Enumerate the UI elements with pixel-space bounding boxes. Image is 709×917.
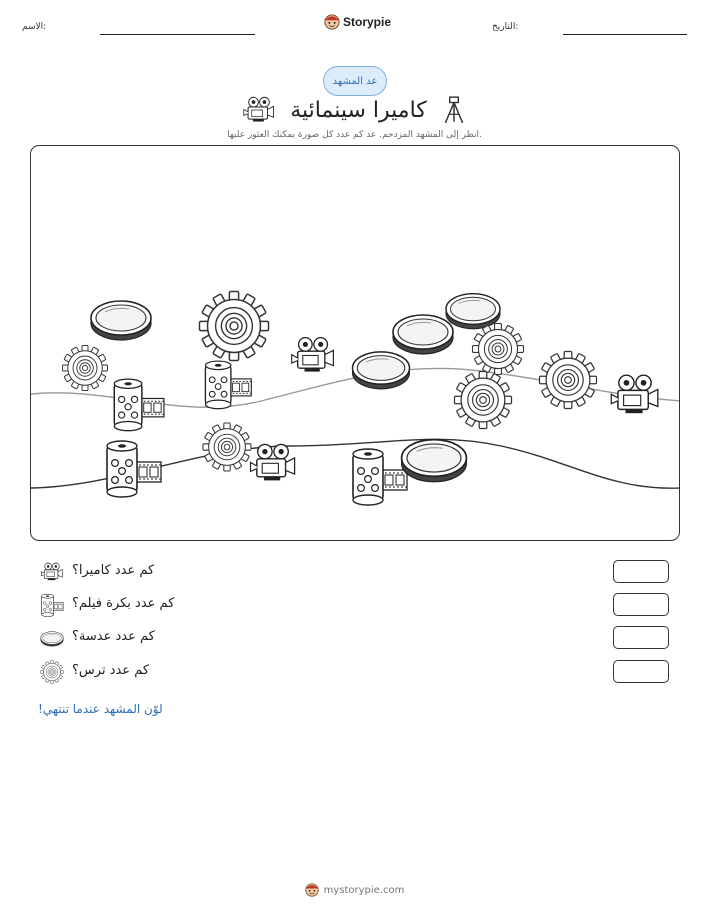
gear-icon: [455, 372, 512, 429]
gear-icon: [63, 346, 108, 391]
film-reel-icon: [114, 379, 164, 431]
lens-icon: [402, 440, 467, 482]
instructions: انظر إلى المشهد المزدحم. عد كم عدد كل صورة يمكنك العثور عليها.: [227, 130, 482, 140]
brand-logo: [324, 12, 391, 32]
storypie-logo-icon: [324, 13, 340, 31]
camera-icon: [292, 338, 334, 372]
gear-icon: [540, 352, 597, 409]
date-line: [563, 34, 687, 35]
question-text: كم عدد عدسة؟: [72, 629, 155, 644]
question-row: [30, 558, 680, 586]
film-reel-icon: [107, 441, 161, 497]
film-reel-icon: [40, 593, 64, 617]
worksheet-header: [0, 0, 709, 50]
lens-icon: [91, 301, 151, 340]
question-row: [30, 591, 680, 619]
gear-icon: [473, 324, 524, 375]
lens-icon: [446, 294, 500, 329]
gear-icon: [203, 423, 251, 471]
busy-scene: [30, 145, 680, 541]
film-reel-icon: [353, 449, 407, 505]
gear-icon: [40, 660, 64, 684]
lens-icon: [353, 352, 410, 389]
question-text: كم عدد ترس؟: [72, 663, 150, 678]
camera-icon: [242, 95, 276, 125]
name-label: الاسم:: [22, 22, 47, 32]
camera-icon: [611, 375, 658, 413]
camera-icon: [251, 444, 295, 480]
answer-box[interactable]: [613, 560, 669, 583]
color-instruction: لوّن المشهد عندما تنتهي!: [38, 702, 163, 716]
footer: [0, 880, 709, 900]
tripod-icon: [441, 95, 467, 125]
page-title: كاميرا سينمائية: [290, 97, 427, 123]
worksheet-tag: عد المشهد: [323, 66, 387, 96]
answer-box[interactable]: [613, 660, 669, 683]
camera-icon: [40, 560, 64, 584]
answer-box[interactable]: [613, 593, 669, 616]
lens-icon: [40, 626, 64, 650]
title-row: [0, 92, 709, 128]
name-line: [100, 34, 255, 35]
question-text: كم عدد بكرة فيلم؟: [72, 596, 175, 611]
answer-box[interactable]: [613, 626, 669, 649]
brand-name: Storypie: [343, 15, 392, 29]
scene-drawing: [31, 146, 680, 541]
lens-icon: [393, 315, 453, 354]
film-reel-icon: [205, 361, 251, 409]
footer-site[interactable]: mystorypie.com: [323, 884, 405, 896]
storypie-logo-icon: [305, 882, 319, 898]
question-row: [30, 658, 680, 686]
question-row: [30, 624, 680, 652]
gear-icon: [200, 292, 269, 361]
date-label: التاريخ:: [492, 22, 519, 32]
question-text: كم عدد كاميرا؟: [72, 563, 155, 578]
